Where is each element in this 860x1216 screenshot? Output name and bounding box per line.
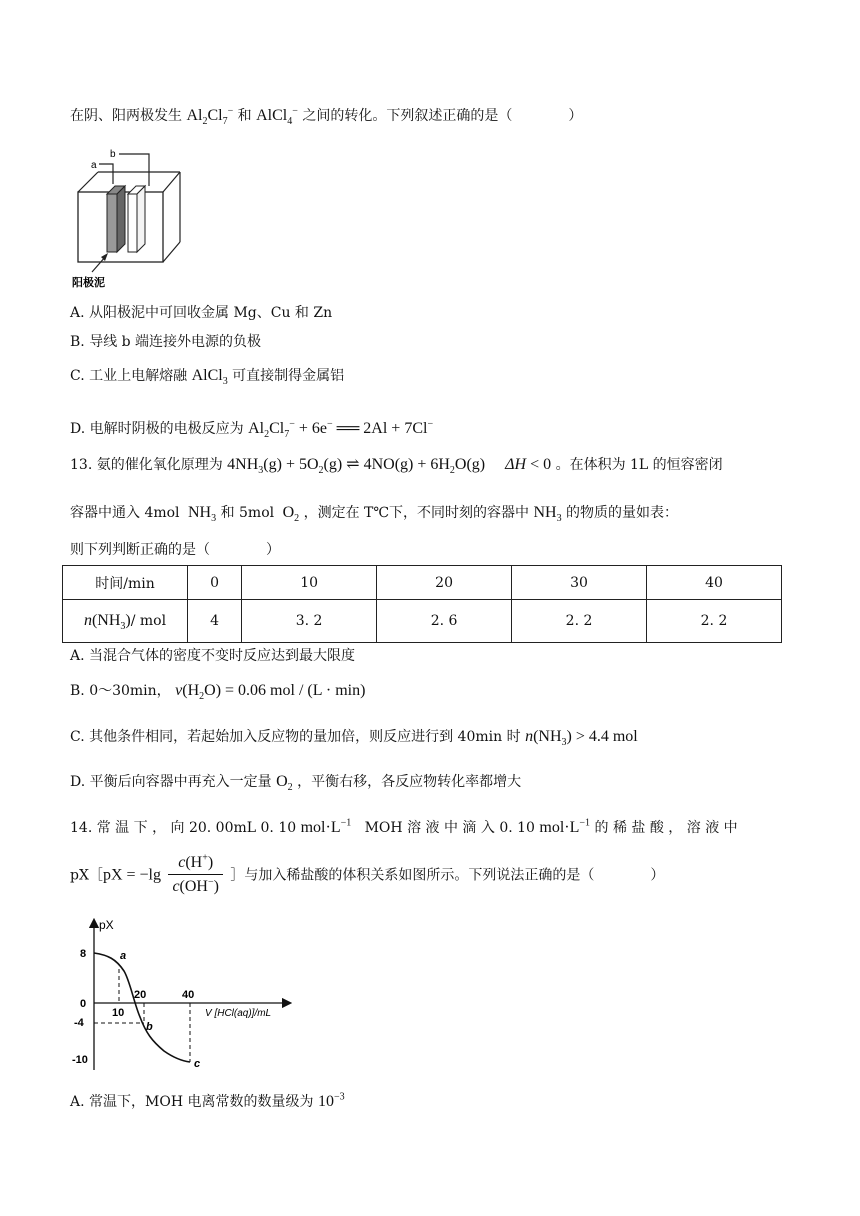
wire-a-label: a [91,160,97,171]
point-c-label: c [194,1058,201,1070]
wire-b-label: b [110,149,116,160]
y-tick-label: -10 [72,1054,88,1066]
table-header-label: 时间/min [63,566,188,600]
q12-stem: 在阴、阳两极发生 $Al_2Cl_7^-$ 和 AlCl$_4$− 之间的转化。下列叙述正确的是（ ） [70,105,583,128]
x-tick-label: 40 [182,989,195,1001]
electrolysis-cell-figure [70,146,200,294]
table-value-cell: 2. 2 [512,600,647,643]
q13-option-c: C. 其他条件相同，若起始加入反应物的量加倍，则反应进行到 40min 时 $n(NH_3) > 4.4$ mol [70,728,638,749]
q12-option-c: C. 工业上电解熔融 AlCl$_3$ 可直接制得金属铝 [70,367,345,388]
table-value-cell: 3. 2 [242,600,377,643]
y-tick-label: -4 [74,1017,84,1029]
q14-stem-line2: pX［pX = −lg $\frac{c(H^+)}{c(OH^-)}$ ］与加入稀盐酸的体积关系如图所示。下列说法正确的是（ ） [70,852,665,895]
point-a-label: a [120,950,127,962]
q13-option-a: A. 当混合气体的密度不变时反应达到最大限度 [70,648,356,664]
q12-option-d: D. 电解时阴极的电极反应为 $Al_2Cl_7^- + 6e^-$ ══ 2Al + 7Cl− [70,418,434,441]
table-time-cell: 10 [242,566,377,600]
table-value-cell: 2. 6 [377,600,512,643]
titration-curve-graph [72,915,322,1080]
table-header-row [63,566,782,600]
table-time-cell: 0 [188,566,242,600]
y-tick-label: 0 [80,998,87,1010]
x-axis-label: V [HCl(aq)]/mL [205,1008,272,1019]
q13-option-b: B. 0～30min， $v(H_2O) = 0.06$ mol / (L · min) [70,682,366,703]
q12-option-b: B. 导线 b 端连接外电源的负极 [70,334,262,350]
q13-option-d: D. 平衡后向容器中再充入一定量 $O_2$ ，平衡右移，各反应物转化率都增大 [70,773,522,794]
table-value-cell: 4 [188,600,242,643]
q14-option-a: A. 常温下，MOH 电离常数的数量级为 $10^{-3}$ [70,1091,345,1110]
y-tick-label: 8 [80,948,87,960]
x-tick-label: 10 [112,1007,125,1019]
x-tick-label: 20 [134,989,147,1001]
q12-option-a: A. 从阳极泥中可回收金属 Mg、Cu 和 Zn [70,305,333,321]
table-value-cell: 2. 2 [647,600,782,643]
table-time-cell: 20 [377,566,512,600]
table-value-row [63,600,782,643]
q14-stem-line1: 14. 常 温 下 ， 向 20. 00mL 0. 10 $mol\cdot L^{-1}$ MOH 溶 液 中 滴 入 0. 10 $mol\cdot L^{-1}$ 的 稀 盐 酸 ， 溶 液 中 [70,817,738,836]
q13-stem-line2: 容器中通入 4mol $NH_3$ 和 5mol $O_2$ ，测定在 T℃下，不同时刻的容器中 $NH_3$ 的物质的量如表： [70,504,679,525]
q13-stem-line1: 13. 氨的催化氧化原理为 $4NH_3(g) + 5O_2(g)$ ⇌ $4NO(g) + 6H_2O(g)$ ΔH < 0 。在体积为 1L 的恒容密闭 [70,456,723,477]
table-time-cell: 30 [512,566,647,600]
table-time-cell: 40 [647,566,782,600]
titration-curve [94,953,190,1062]
q13-stem-line3: 则下列判断正确的是（ ） [70,542,280,558]
anode-mud-caption: 阳极泥 [72,277,105,289]
q13-data-table [62,565,782,643]
table-row-label: $n(NH_3)/$ mol [63,600,188,643]
y-axis-label: pX [99,918,114,932]
point-b-label: b [146,1021,153,1033]
